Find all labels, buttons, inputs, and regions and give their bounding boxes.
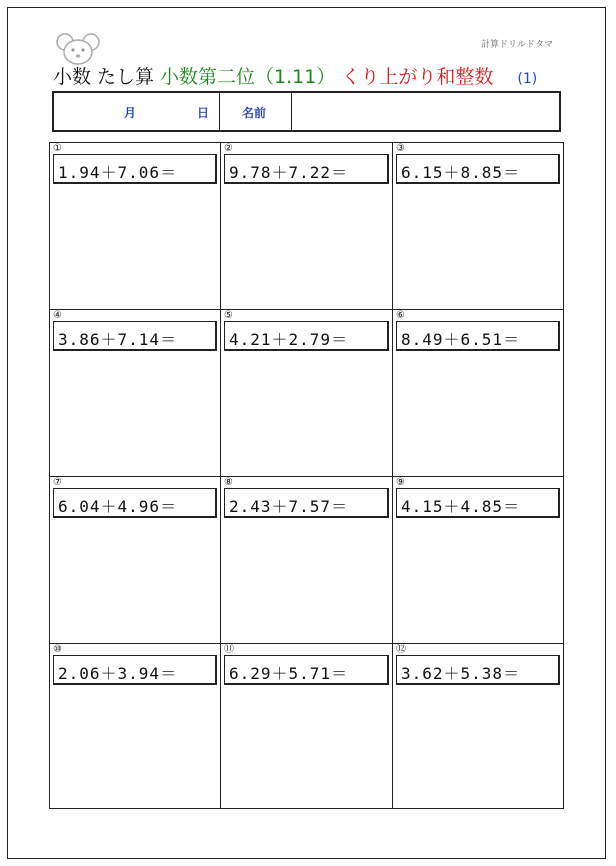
problem-number: ⑩ bbox=[53, 644, 62, 655]
name-label: 名前 bbox=[242, 106, 267, 120]
problem-box bbox=[224, 154, 389, 184]
problem-expression: 6.15＋8.85＝ bbox=[401, 163, 521, 182]
worksheet-title bbox=[53, 62, 573, 89]
problem-cell[interactable] bbox=[393, 143, 563, 310]
problem-number: ⑪ bbox=[224, 644, 234, 655]
problem-expression: 6.04＋4.96＝ bbox=[58, 497, 178, 516]
name-date-bar bbox=[52, 91, 561, 132]
problem-box bbox=[396, 321, 560, 351]
problem-cell[interactable] bbox=[50, 310, 221, 477]
problem-cell[interactable] bbox=[393, 644, 563, 808]
month-label: 月 bbox=[124, 106, 137, 120]
problem-box bbox=[53, 488, 217, 518]
problem-cell[interactable] bbox=[50, 143, 221, 310]
problem-box bbox=[224, 488, 389, 518]
brand-label: 計算ドリルドタマ bbox=[480, 40, 553, 50]
problem-number: ⑦ bbox=[53, 477, 62, 488]
problem-number: ④ bbox=[53, 310, 62, 321]
problem-expression: 8.49＋6.51＝ bbox=[401, 330, 521, 349]
problem-box bbox=[396, 655, 560, 685]
problem-box bbox=[53, 321, 217, 351]
problem-number: ② bbox=[224, 143, 233, 154]
problem-expression: 6.29＋5.71＝ bbox=[229, 664, 349, 683]
problem-box bbox=[224, 321, 389, 351]
title-part-1: 小数 たし算 bbox=[53, 66, 155, 88]
day-label: 日 bbox=[197, 106, 210, 120]
problem-number: ⑧ bbox=[224, 477, 233, 488]
problem-expression: 3.62＋5.38＝ bbox=[401, 664, 521, 683]
problem-box bbox=[396, 488, 560, 518]
problem-cell[interactable] bbox=[393, 477, 563, 644]
problem-box bbox=[53, 154, 217, 184]
problem-cell[interactable] bbox=[393, 310, 563, 477]
problem-expression: 9.78＋7.22＝ bbox=[229, 163, 349, 182]
problem-grid bbox=[49, 142, 564, 809]
date-field[interactable] bbox=[54, 93, 220, 130]
problem-number: ⑫ bbox=[396, 644, 406, 655]
problem-expression: 3.86＋7.14＝ bbox=[58, 330, 178, 349]
problem-expression: 4.15＋4.85＝ bbox=[401, 497, 521, 516]
problem-expression: 1.94＋7.06＝ bbox=[58, 163, 178, 182]
problem-expression: 2.43＋7.57＝ bbox=[229, 497, 349, 516]
problem-expression: 4.21＋2.79＝ bbox=[229, 330, 349, 349]
problem-cell[interactable] bbox=[221, 143, 393, 310]
problem-cell[interactable] bbox=[50, 477, 221, 644]
problem-number: ① bbox=[53, 143, 62, 154]
problem-cell[interactable] bbox=[221, 477, 393, 644]
name-field[interactable] bbox=[292, 93, 559, 130]
problem-box bbox=[53, 655, 217, 685]
title-part-2: 小数第二位（1.11） bbox=[160, 66, 336, 88]
problem-number: ③ bbox=[396, 143, 405, 154]
title-part-3: くり上がり和整数 bbox=[341, 66, 494, 88]
problem-cell[interactable] bbox=[221, 644, 393, 808]
title-part-4: (1) bbox=[517, 71, 538, 87]
problem-cell[interactable] bbox=[50, 644, 221, 808]
problem-box bbox=[224, 655, 389, 685]
problem-cell[interactable] bbox=[221, 310, 393, 477]
problem-number: ⑥ bbox=[396, 310, 405, 321]
problem-number: ⑤ bbox=[224, 310, 233, 321]
problem-box bbox=[396, 154, 560, 184]
mouse-face-icon bbox=[56, 32, 100, 66]
problem-number: ⑨ bbox=[396, 477, 405, 488]
name-label-cell bbox=[220, 93, 292, 130]
problem-expression: 2.06＋3.94＝ bbox=[58, 664, 178, 683]
